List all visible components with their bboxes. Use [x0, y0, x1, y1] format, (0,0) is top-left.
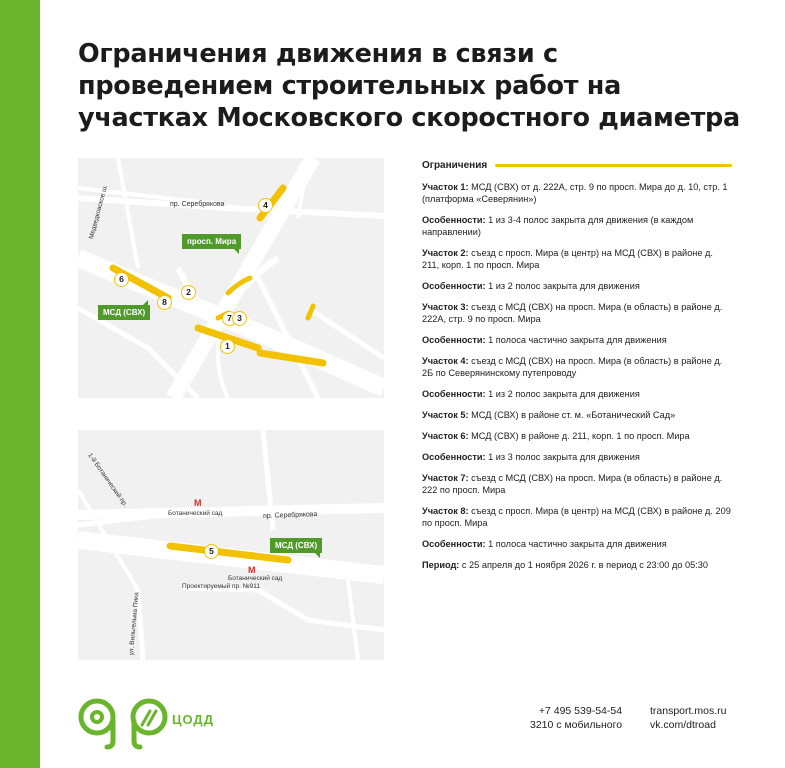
restriction-item-label: Особенности: — [422, 281, 486, 291]
street-label-serebryakova: пр. Серебрякова — [170, 201, 225, 208]
page-title: Ограничения движения в связи с проведением строительных работ на участках Московского скоростного диаметра — [78, 39, 740, 133]
street-label-botanicheskiy: 1-й Ботанический пр. — [86, 452, 129, 509]
marker-7: 7 — [222, 311, 237, 326]
restriction-item — [422, 181, 732, 205]
marker-4: 4 — [258, 198, 273, 213]
metro-label-2: Ботанический сад — [228, 575, 283, 582]
restriction-item — [422, 388, 732, 400]
restrictions-list — [422, 181, 732, 571]
restrictions-panel — [422, 160, 732, 580]
restriction-item-text: 1 из 2 полос закрыта для движения — [485, 281, 640, 291]
restrictions-heading-row — [422, 160, 732, 171]
restriction-item — [422, 409, 732, 421]
codd-text: ЦОДД — [172, 712, 214, 727]
restriction-item-label: Особенности: — [422, 452, 486, 462]
flag-msd-2 — [270, 538, 322, 553]
marker-5: 5 — [204, 544, 219, 559]
heading-underline — [495, 164, 732, 167]
restriction-item-text: съезд с МСД (СВХ) на просп. Мира (в область) в районе д. 222 по просп. Мира — [422, 473, 723, 495]
mobile-number: 3210 с мобильного — [530, 719, 623, 731]
marker-6: 6 — [114, 272, 129, 287]
restriction-item — [422, 355, 732, 379]
contact-sites — [650, 704, 726, 732]
restriction-item-label: Участок 4: — [422, 356, 469, 366]
restriction-item — [422, 214, 732, 238]
restriction-item-text: 1 из 3 полос закрыта для движения — [485, 452, 640, 462]
vk-link[interactable]: vk.com/dtroad — [650, 719, 716, 731]
flag-msd-label: МСД (СВХ) — [98, 305, 150, 320]
restriction-item-label: Участок 5: — [422, 410, 469, 420]
restriction-item — [422, 430, 732, 442]
street-label-proekt-911: Проектируемый пр. №911 — [182, 583, 261, 590]
street-label-vilgelma-pika: ул. Вильгельма Пика — [128, 591, 141, 656]
green-side-bar — [0, 0, 40, 768]
restriction-item-text: съезд с просп. Мира (в центр) на МСД (СВХ) в районе д. 209 по просп. Мира — [422, 506, 731, 528]
map-section-5 — [78, 430, 384, 660]
restriction-item-text: съезд с просп. Мира (в центр) на МСД (СВХ) в районе д. 211, корп. 1 по просп. Мира — [422, 248, 713, 270]
restriction-item-text: 1 из 3-4 полос закрыта для движения (в каждом направлении) — [422, 215, 694, 237]
restriction-item-label: Участок 7: — [422, 473, 469, 483]
marker-3: 3 — [232, 311, 247, 326]
restriction-item — [422, 472, 732, 496]
restriction-item — [422, 538, 732, 550]
marker-2: 2 — [181, 285, 196, 300]
flag-msd-2-label: МСД (СВХ) — [270, 538, 322, 553]
restriction-item — [422, 559, 732, 571]
restriction-item — [422, 280, 732, 292]
site-link[interactable]: transport.mos.ru — [650, 705, 727, 717]
flag-msd — [98, 305, 150, 320]
contact-phones — [530, 704, 622, 732]
restriction-item-text: съезд с МСД (СВХ) на просп. Мира (в область) в районе д. 2Б по Северянинскому путепроводу — [422, 356, 723, 378]
restriction-item-text: съезд с МСД (СВХ) на просп. Мира (в область) в районе д. 222А, стр. 9 по просп. Мира — [422, 302, 723, 324]
restriction-item-text: 1 из 2 полос закрыта для движения — [485, 389, 640, 399]
marker-8: 8 — [157, 295, 172, 310]
restriction-item-label: Участок 8: — [422, 506, 469, 516]
restriction-item-text: 1 полоса частично закрыта для движения — [485, 335, 667, 345]
restriction-item — [422, 505, 732, 529]
restriction-item-label: Особенности: — [422, 335, 486, 345]
metro-icon-1: М — [194, 498, 202, 508]
map-sections-1-4-6-8 — [78, 158, 384, 398]
restriction-item-label: Участок 2: — [422, 248, 469, 258]
restriction-item-text: МСД (СВХ) от д. 222А, стр. 9 по просп. Мира до д. 10, стр. 1 (платформа «Северянин») — [422, 182, 728, 204]
restriction-item-text: с 25 апреля до 1 ноября 2026 г. в период с 23:00 до 05:30 — [459, 560, 708, 570]
phone-number[interactable]: +7 495 539-54-54 — [538, 705, 623, 717]
street-label-medvedkovskoe: Медведковское ш. — [88, 184, 110, 240]
restriction-item-label: Участок 1: — [422, 182, 469, 192]
flag-prospekt-mira — [182, 234, 241, 249]
restriction-item-text: 1 полоса частично закрыта для движения — [485, 539, 667, 549]
restriction-item — [422, 301, 732, 325]
flag-prospekt-mira-label: просп. Мира — [182, 234, 241, 249]
restrictions-heading: Ограничения — [422, 160, 488, 171]
restriction-item-label: Особенности: — [422, 215, 486, 225]
restriction-item-label: Участок 6: — [422, 431, 469, 441]
restriction-item — [422, 334, 732, 346]
restriction-item-text: МСД (СВХ) в районе д. 211, корп. 1 по просп. Мира — [468, 431, 690, 441]
restriction-item-label: Особенности: — [422, 539, 486, 549]
restriction-item — [422, 247, 732, 271]
restriction-item-label: Период: — [422, 560, 460, 570]
restriction-item-label: Участок 3: — [422, 302, 469, 312]
map2-svg — [78, 430, 384, 660]
restriction-item — [422, 451, 732, 463]
marker-1: 1 — [220, 339, 235, 354]
metro-label-1: Ботанический сад — [168, 510, 223, 517]
street-label-serebryakova-2: пр. Серебрякова — [262, 511, 318, 520]
restriction-item-label: Особенности: — [422, 389, 486, 399]
codd-logo-icon — [78, 695, 238, 750]
metro-icon-2: М — [248, 565, 256, 575]
restriction-item-text: МСД (СВХ) в районе ст. м. «Ботанический Сад» — [468, 410, 676, 420]
